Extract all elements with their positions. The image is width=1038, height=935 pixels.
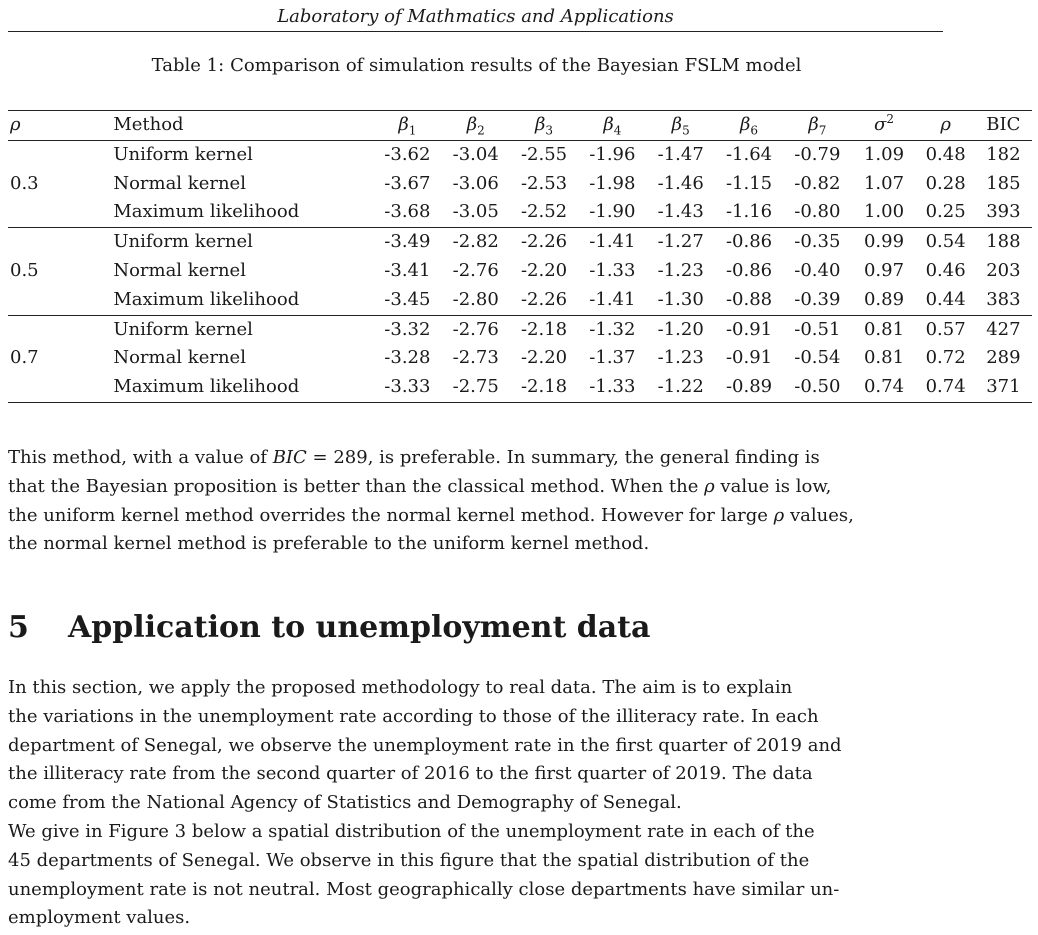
col-header-beta1: $\beta_1$ — [373, 111, 441, 141]
cell-value: -3.04 — [452, 143, 499, 165]
cell-value: -3.41 — [384, 259, 431, 281]
text-line: the variations in the unemployment rate according to those of the illiteracy rate. In each — [8, 705, 819, 727]
paragraph-summary — [8, 444, 943, 559]
cell-value: -1.23 — [657, 347, 704, 369]
cell-value: -3.68 — [373, 198, 441, 227]
cell-value: 0.44 — [916, 286, 974, 315]
table-row — [8, 286, 1032, 315]
cell-method: Maximum likelihood — [113, 286, 373, 315]
cell-value: -3.05 — [442, 198, 510, 227]
cell-value: -2.82 — [452, 231, 499, 253]
cell-value: -0.54 — [794, 347, 841, 369]
math-symbol: BIC — [272, 447, 307, 468]
math-symbol: ρ — [704, 475, 715, 497]
col-header-sigma2: $\sigma^2$ — [852, 111, 917, 141]
table-header-row — [8, 111, 1032, 141]
table-row — [8, 344, 1032, 373]
table-body — [8, 140, 1032, 402]
cell-value: -0.88 — [715, 286, 783, 315]
cell-value: 0.81 — [863, 347, 905, 369]
table-caption-label: Table 1: — [151, 55, 225, 76]
col-header-rho-estimate: ρ — [916, 111, 974, 141]
cell-value: 0.74 — [852, 373, 917, 402]
cell-value: -1.16 — [715, 198, 783, 227]
cell-method: Uniform kernel — [113, 231, 253, 253]
text-line: the illiteracy rate from the second quarter of 2016 to the first quarter of 2019. The data — [8, 763, 813, 785]
cell-value: -3.62 — [384, 143, 431, 165]
cell-value: -3.49 — [384, 231, 431, 253]
cell-value: 289 — [986, 347, 1021, 369]
section-title: Application to unemployment data — [68, 610, 651, 645]
cell-value: -0.86 — [725, 259, 773, 281]
cell-method: Uniform kernel — [113, 143, 253, 165]
running-header: Laboratory of Mathmatics and Applications — [277, 6, 674, 27]
cell-value: -2.26 — [510, 286, 578, 315]
cell-value: -1.47 — [657, 143, 704, 165]
cell-value: -0.82 — [794, 172, 841, 194]
cell-rho — [8, 373, 113, 402]
cell-value: -1.98 — [589, 172, 636, 194]
cell-value: 0.25 — [916, 198, 974, 227]
table-row — [8, 315, 1032, 344]
cell-value: -3.32 — [384, 318, 431, 340]
cell-value: -0.39 — [783, 286, 851, 315]
cell-value: 0.74 — [916, 373, 974, 402]
cell-method: Normal kernel — [113, 259, 246, 281]
cell-value: -0.80 — [783, 198, 851, 227]
cell-value: 182 — [986, 143, 1021, 165]
cell-rho: 0.7 — [10, 347, 39, 369]
col-header-method: Method — [113, 111, 373, 141]
cell-value: -0.79 — [794, 143, 841, 165]
header-rule — [8, 31, 943, 32]
table-row — [8, 170, 1032, 199]
col-header-beta6: $\beta_6$ — [715, 111, 783, 141]
cell-value: -1.37 — [589, 347, 636, 369]
cell-value: 0.97 — [863, 259, 905, 281]
cell-value: -0.91 — [725, 347, 773, 369]
section-number: 5 — [8, 610, 29, 645]
text-line: In this section, we apply the proposed methodology to real data. The aim is to explain — [8, 677, 793, 698]
cell-value: -1.41 — [578, 286, 646, 315]
cell-value: -2.53 — [520, 172, 568, 194]
cell-value: -0.86 — [725, 231, 773, 253]
cell-value: 203 — [986, 259, 1021, 281]
text-line: the normal kernel method is preferable to the uniform kernel method. — [8, 533, 650, 555]
text-line: department of Senegal, we observe the unemployment rate in the first quarter of 2019 and — [8, 734, 842, 756]
col-header-beta5: $\beta_5$ — [647, 111, 715, 141]
cell-value: -1.33 — [578, 373, 646, 402]
table-row — [8, 257, 1032, 286]
cell-value: -0.91 — [725, 318, 773, 340]
cell-value: -2.18 — [520, 318, 568, 340]
cell-value: -0.89 — [715, 373, 783, 402]
cell-value: -2.26 — [520, 231, 568, 253]
cell-value: -1.90 — [578, 198, 646, 227]
cell-rho — [8, 198, 113, 227]
cell-value: 0.72 — [925, 347, 966, 369]
cell-value: -2.55 — [520, 143, 568, 165]
text-line: unemployment rate is not neutral. Most geographically close departments have similar un- — [8, 878, 840, 900]
cell-rho — [8, 286, 113, 315]
cell-value: -3.06 — [452, 172, 499, 194]
col-header-beta4: $\beta_4$ — [578, 111, 646, 141]
col-header-rho: ρ — [8, 111, 113, 141]
cell-method: Normal kernel — [113, 172, 246, 194]
cell-value: 0.28 — [925, 172, 966, 194]
table-caption — [0, 54, 953, 78]
math-symbol: ρ — [773, 504, 785, 526]
cell-value: -2.73 — [452, 347, 499, 369]
cell-value: -2.80 — [442, 286, 510, 315]
cell-value: 1.07 — [863, 172, 905, 194]
table-row — [8, 198, 1032, 227]
text-line: employment values. — [8, 907, 191, 929]
cell-rho: 0.5 — [10, 259, 39, 281]
cell-value: 427 — [986, 318, 1021, 340]
cell-rho — [8, 315, 113, 344]
cell-value: -3.28 — [384, 347, 431, 369]
cell-rho — [8, 228, 113, 257]
cell-value: -1.43 — [647, 198, 715, 227]
text-line: come from the National Agency of Statistics and Demography of Senegal. — [8, 792, 682, 814]
text-line: the uniform kernel method overrides the normal kernel method. However for large ρ values, — [8, 504, 854, 526]
cell-value: 0.89 — [852, 286, 917, 315]
cell-value: 188 — [986, 231, 1021, 253]
text-line: This method, with a value of BIC = 289, is preferable. In summary, the general finding is — [8, 447, 820, 468]
cell-value: -1.96 — [589, 143, 636, 165]
col-header-beta2: $\beta_2$ — [442, 111, 510, 141]
cell-value: 0.57 — [925, 318, 966, 340]
cell-value: -1.23 — [657, 259, 704, 281]
cell-value: 383 — [975, 286, 1032, 315]
cell-value: 185 — [986, 172, 1021, 194]
cell-value: -1.46 — [657, 172, 704, 194]
cell-method: Normal kernel — [113, 347, 246, 369]
cell-value: -3.45 — [373, 286, 441, 315]
cell-value: -2.18 — [510, 373, 578, 402]
cell-value: -3.67 — [384, 172, 431, 194]
cell-value: 371 — [975, 373, 1032, 402]
cell-value: -0.50 — [783, 373, 851, 402]
cell-value: 1.00 — [852, 198, 917, 227]
text-line: that the Bayesian proposition is better than the classical method. When the ρ value is low, — [8, 475, 832, 497]
cell-method: Uniform kernel — [113, 318, 253, 340]
cell-value: -1.20 — [657, 318, 704, 340]
cell-value: -2.76 — [452, 259, 499, 281]
cell-value: -2.20 — [520, 347, 568, 369]
cell-value: -1.27 — [657, 231, 704, 253]
text-line: We give in Figure 3 below a spatial distribution of the unemployment rate in each of the — [8, 821, 815, 842]
paragraph-methodology — [8, 674, 943, 818]
cell-value: -2.20 — [520, 259, 568, 281]
cell-value: -1.30 — [647, 286, 715, 315]
cell-value: 0.48 — [925, 143, 966, 165]
col-header-beta3: $\beta_3$ — [510, 111, 578, 141]
col-header-beta7: $\beta_7$ — [783, 111, 851, 141]
cell-value: 0.46 — [925, 259, 966, 281]
col-header-bic: BIC — [975, 111, 1032, 141]
cell-value: -0.40 — [794, 259, 841, 281]
cell-value: -1.32 — [589, 318, 636, 340]
cell-value: -2.76 — [452, 318, 499, 340]
cell-method: Maximum likelihood — [113, 373, 373, 402]
cell-value: -2.75 — [442, 373, 510, 402]
cell-value: 1.09 — [863, 143, 905, 165]
cell-value: -1.22 — [647, 373, 715, 402]
section-heading — [8, 608, 943, 648]
cell-value: -1.15 — [725, 172, 773, 194]
table-row — [8, 228, 1032, 257]
table-row — [8, 140, 1032, 169]
cell-value: -3.33 — [373, 373, 441, 402]
cell-value: 393 — [975, 198, 1032, 227]
table-caption-text: Comparison of simulation results of the Bayesian FSLM model — [230, 55, 802, 76]
text-line: 45 departments of Senegal. We observe in this figure that the spatial distribution of the — [8, 849, 810, 871]
cell-value: 0.81 — [863, 318, 905, 340]
cell-value: -2.52 — [510, 198, 578, 227]
table-row — [8, 373, 1032, 402]
cell-rho: 0.3 — [10, 172, 39, 194]
cell-value: -1.33 — [589, 259, 636, 281]
cell-value: -0.51 — [794, 318, 841, 340]
cell-rho — [8, 140, 113, 169]
cell-value: -1.64 — [725, 143, 773, 165]
cell-value: 0.99 — [863, 231, 905, 253]
paragraph-figure-description — [8, 818, 943, 933]
results-table — [8, 110, 1032, 403]
cell-value: -0.35 — [794, 231, 841, 253]
cell-value: 0.54 — [925, 231, 966, 253]
cell-value: -1.41 — [589, 231, 636, 253]
cell-method: Maximum likelihood — [113, 198, 373, 227]
